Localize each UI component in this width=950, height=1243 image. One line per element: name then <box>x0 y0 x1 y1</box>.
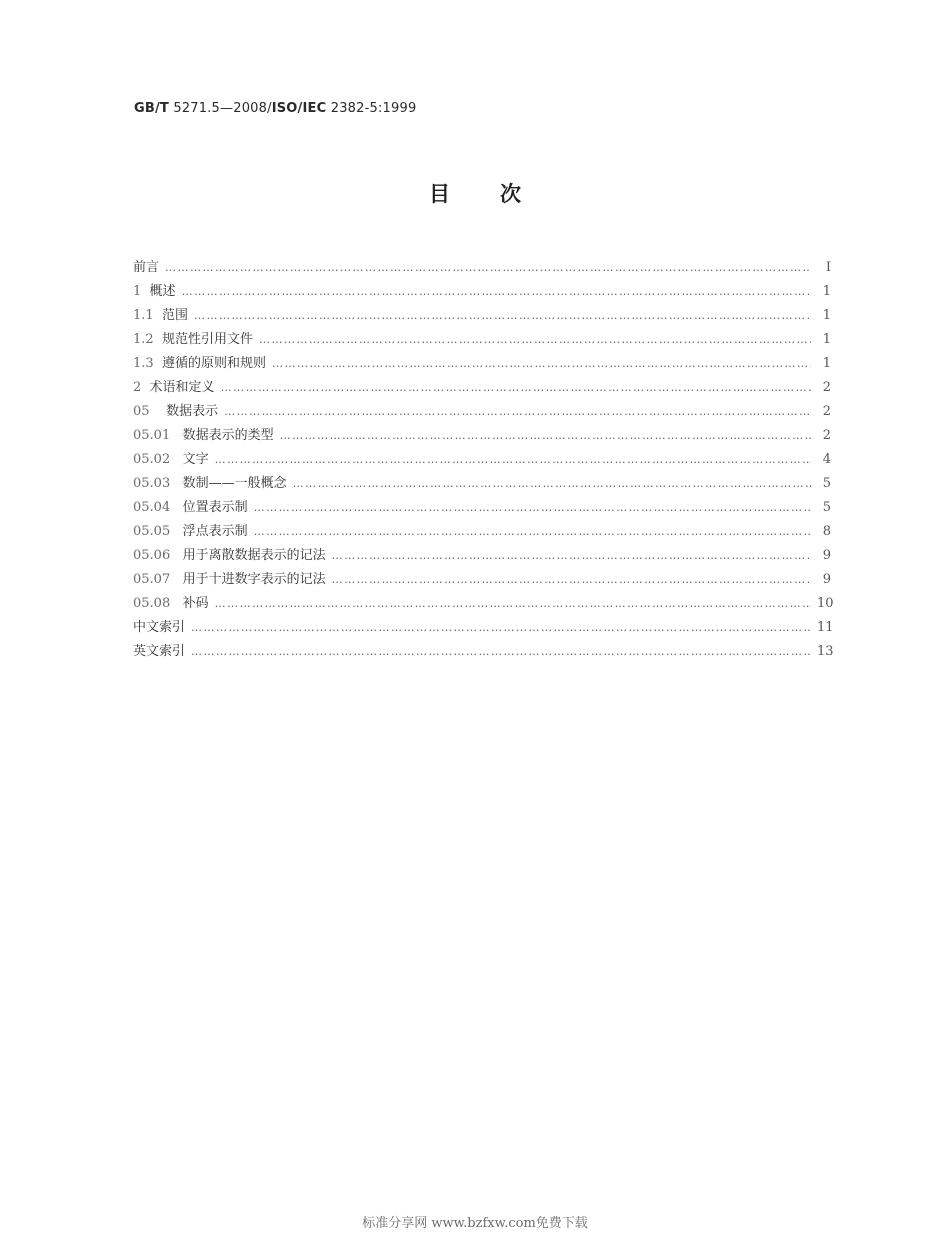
toc-entry-05-08[interactable] <box>133 592 834 616</box>
toc-leader-dots <box>191 640 811 664</box>
toc-entry-label: 位置表示制 <box>182 500 248 515</box>
toc-entry-page: 5 <box>822 476 831 491</box>
toc-leader-dots <box>254 520 811 544</box>
toc-entry-label: 范围 <box>161 308 188 323</box>
toc-leader-dots <box>332 544 811 568</box>
toc-entry-label: 补码 <box>182 596 209 611</box>
iso-prefix: ISO/IEC <box>271 101 327 116</box>
toc-entry-05-06[interactable] <box>133 544 831 568</box>
toc-entry-page: 1 <box>822 308 831 323</box>
toc-entry-label: 浮点表示制 <box>182 524 248 539</box>
toc-entry-english-index[interactable] <box>133 640 834 664</box>
toc-leader-dots <box>215 448 811 472</box>
toc-entry-number: 05.01 <box>133 428 183 443</box>
toc-entry-number: 1.1 <box>133 308 162 323</box>
toc-leader-dots <box>182 280 811 304</box>
iso-number: 2382-5:1999 <box>330 101 417 116</box>
toc-entry-page: 13 <box>817 644 834 659</box>
download-watermark-footer: 标准分享网 www.bzfxw.com免费下载 <box>362 1216 588 1231</box>
toc-entry-number: 05.04 <box>133 500 183 515</box>
toc-entry-page: 4 <box>822 452 831 467</box>
std-prefix: GB/T <box>134 101 169 116</box>
toc-entry-page: 1 <box>822 356 831 371</box>
toc-entry-number: 1.2 <box>133 332 162 347</box>
toc-entry-05-05[interactable] <box>133 520 831 544</box>
toc-entry-label: 用于离散数据表示的记法 <box>182 548 326 563</box>
toc-entry-label: 英文索引 <box>133 644 186 659</box>
toc-entry-05-07[interactable] <box>133 568 831 592</box>
toc-entry-05-02[interactable] <box>133 448 831 472</box>
standard-number-header <box>134 101 416 116</box>
table-of-contents <box>133 256 834 664</box>
toc-entry-number: 05.02 <box>133 452 183 467</box>
toc-entry-number: 1.3 <box>133 356 162 371</box>
toc-entry-page: 2 <box>822 380 831 395</box>
toc-entry-label: 前言 <box>133 260 160 275</box>
toc-entry-label: 数制——一般概念 <box>182 476 287 491</box>
title-char-2: 次 <box>500 182 521 206</box>
toc-leader-dots <box>165 256 811 280</box>
page-title <box>0 178 950 208</box>
toc-entry-page: 8 <box>822 524 831 539</box>
toc-entry-number: 05.06 <box>133 548 183 563</box>
toc-entry-label: 数据表示的类型 <box>182 428 274 443</box>
toc-leader-dots <box>191 616 811 640</box>
toc-entry-label: 遵循的原则和规则 <box>161 356 266 371</box>
toc-leader-dots <box>215 592 811 616</box>
toc-leader-dots <box>332 568 811 592</box>
toc-entry-overview[interactable] <box>133 280 831 304</box>
toc-leader-dots <box>259 328 811 352</box>
toc-leader-dots <box>194 304 811 328</box>
toc-entry-scope[interactable] <box>133 304 831 328</box>
toc-leader-dots <box>272 352 811 376</box>
toc-entry-05-01[interactable] <box>133 424 831 448</box>
title-char-1: 目 <box>429 182 450 206</box>
toc-entry-label: 文字 <box>182 452 209 467</box>
toc-entry-label: 中文索引 <box>133 620 186 635</box>
toc-entry-preface[interactable] <box>133 256 831 280</box>
toc-entry-number: 05.05 <box>133 524 183 539</box>
toc-entry-05-04[interactable] <box>133 496 831 520</box>
toc-entry-label: 数据表示 <box>166 404 219 419</box>
toc-entry-page: 10 <box>817 596 834 611</box>
toc-leader-dots <box>254 496 811 520</box>
toc-leader-dots <box>221 376 811 400</box>
toc-entry-label: 规范性引用文件 <box>161 332 253 347</box>
toc-entry-page: 5 <box>822 500 831 515</box>
toc-entry-principles[interactable] <box>133 352 831 376</box>
toc-entry-number: 05.07 <box>133 572 183 587</box>
toc-entry-page: 1 <box>822 284 831 299</box>
toc-entry-number: 05.08 <box>133 596 183 611</box>
toc-entry-page: I <box>825 260 831 275</box>
toc-entry-chinese-index[interactable] <box>133 616 834 640</box>
toc-entry-number: 1 <box>133 284 150 299</box>
toc-entry-label: 概述 <box>149 284 176 299</box>
toc-entry-page: 2 <box>822 404 831 419</box>
toc-entry-normative-references[interactable] <box>133 328 831 352</box>
std-number: 5271.5—2008/ <box>173 101 272 116</box>
toc-entry-data-representation[interactable] <box>133 400 831 424</box>
toc-entry-page: 11 <box>817 620 834 635</box>
toc-leader-dots <box>293 472 811 496</box>
toc-entry-number: 2 <box>133 380 150 395</box>
toc-entry-05-03[interactable] <box>133 472 831 496</box>
toc-leader-dots <box>224 400 811 424</box>
toc-leader-dots <box>280 424 811 448</box>
toc-entry-terms[interactable] <box>133 376 831 400</box>
toc-entry-number: 05 <box>133 404 167 419</box>
toc-entry-page: 2 <box>822 428 831 443</box>
toc-entry-page: 1 <box>822 332 831 347</box>
toc-entry-label: 术语和定义 <box>149 380 215 395</box>
toc-entry-page: 9 <box>822 548 831 563</box>
toc-entry-page: 9 <box>822 572 831 587</box>
toc-entry-label: 用于十进数字表示的记法 <box>182 572 326 587</box>
toc-entry-number: 05.03 <box>133 476 183 491</box>
